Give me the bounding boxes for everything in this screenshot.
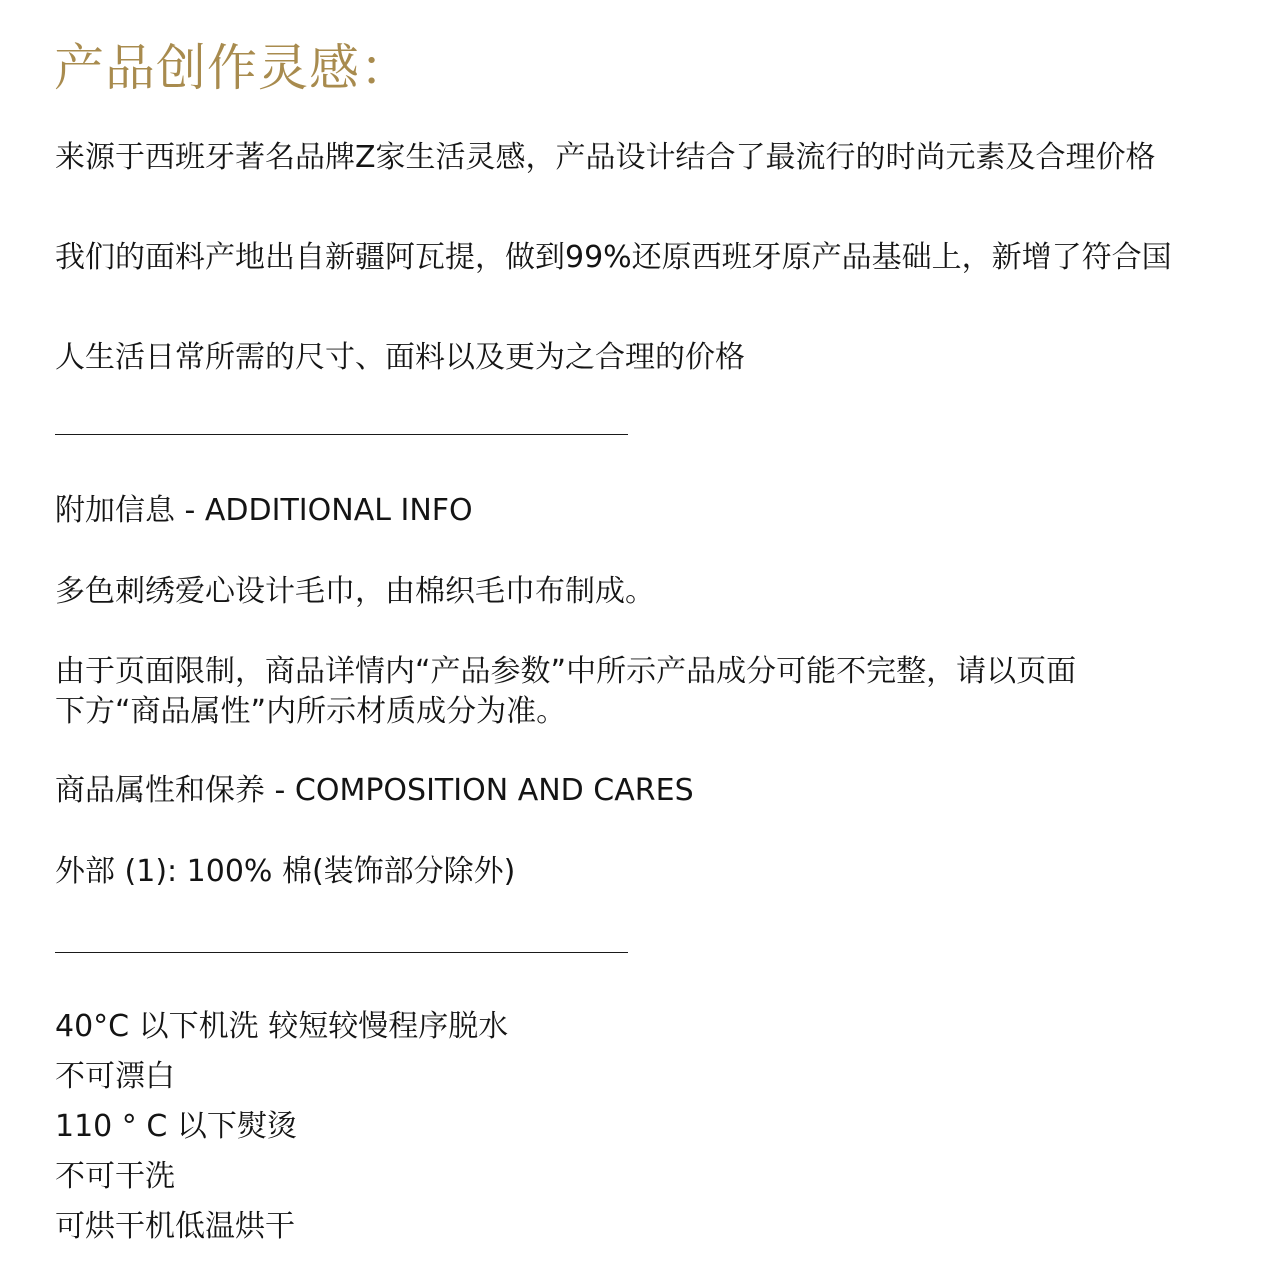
additional-info-heading: 附加信息 - ADDITIONAL INFO xyxy=(55,493,473,528)
additional-info-note-line-1: 由于页面限制，商品详情内“产品参数”中所示产品成分可能不完整，请以页面 xyxy=(55,654,1077,689)
care-instruction-bleach: 不可漂白 xyxy=(55,1059,175,1094)
page-title: 产品创作灵感： xyxy=(54,39,411,97)
composition-heading: 商品属性和保养 - COMPOSITION AND CARES xyxy=(55,773,694,808)
additional-info-note-line-2: 下方“商品属性”内所示材质成分为准。 xyxy=(55,694,567,729)
inspiration-line-1: 来源于西班牙著名品牌Z家生活灵感，产品设计结合了最流行的时尚元素及合理价格 xyxy=(55,140,1156,175)
divider-bottom xyxy=(55,952,628,953)
care-instruction-tumble-dry: 可烘干机低温烘干 xyxy=(55,1209,295,1244)
care-instruction-wash: 40°C 以下机洗 较短较慢程序脱水 xyxy=(55,1009,509,1044)
divider-top xyxy=(55,434,628,435)
care-instruction-iron: 110 ° C 以下熨烫 xyxy=(55,1109,297,1144)
additional-info-description: 多色刺绣爱心设计毛巾，由棉织毛巾布制成。 xyxy=(55,574,655,609)
care-instruction-dry-clean: 不可干洗 xyxy=(55,1159,175,1194)
inspiration-line-3: 人生活日常所需的尺寸、面料以及更为之合理的价格 xyxy=(55,340,745,375)
inspiration-line-2: 我们的面料产地出自新疆阿瓦提，做到99%还原西班牙原产品基础上，新增了符合国 xyxy=(55,240,1172,275)
composition-material: 外部 (1): 100% 棉(装饰部分除外) xyxy=(55,854,516,889)
